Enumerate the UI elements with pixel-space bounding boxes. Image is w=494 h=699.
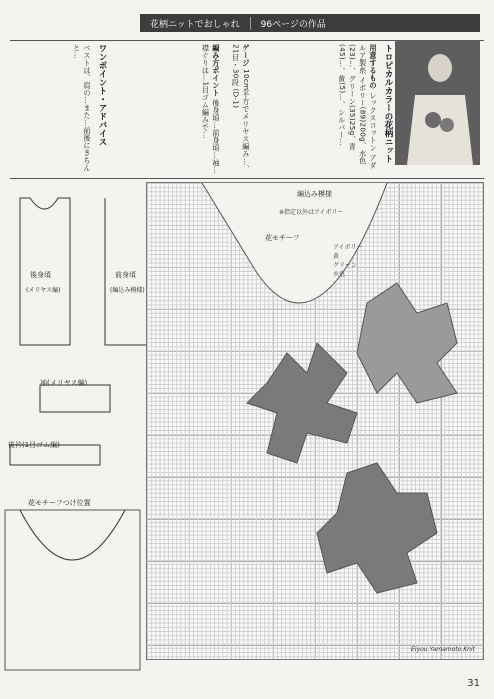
front-label: 前身頃 bbox=[115, 271, 136, 279]
model-photo bbox=[395, 40, 480, 165]
header-left: 花柄ニットでおしゃれ bbox=[150, 19, 240, 30]
chart-signature: Eiyou Yamamoto Knit bbox=[411, 646, 475, 653]
header-right: 96ページの作品 bbox=[250, 17, 336, 30]
motif-attach-label: 花モチーフつけ位置 bbox=[28, 499, 91, 507]
front-sub: (編込み模様) bbox=[110, 287, 145, 294]
article-title: トロピカルカラーの花柄ニット bbox=[383, 44, 393, 163]
collar-label: 後衿(1目ゴム編) bbox=[8, 441, 60, 449]
points: 編み方ポイント 後身頃…前身頃…袖…襟ぐりは…1目ゴム編みで… bbox=[201, 44, 221, 175]
onepoint-body: ベストは、肩の…また…前後にきちんと… bbox=[72, 44, 92, 172]
back-sub: (メリヤス編) bbox=[26, 287, 61, 294]
motif-label: 花モチーフ bbox=[265, 234, 300, 242]
chart-title: 編込み模様 bbox=[297, 190, 332, 198]
page-header bbox=[140, 14, 480, 32]
gauge: ゲージ 10cm平方でメリヤス編み…、21目・30段 (D-1) bbox=[231, 44, 251, 173]
middle-rule bbox=[10, 178, 484, 179]
materials: 用意するもの レックスコットン アダルア製糸 イボリー(89)200g、水色(23)…、グリーン(35)25g、青(45)…、黄(5)…、シルバー… bbox=[337, 44, 378, 170]
back-label: 後身頃 bbox=[30, 271, 51, 279]
sleeve-label: 袖(メリヤス編) bbox=[40, 379, 88, 387]
knitting-chart bbox=[146, 182, 484, 660]
schematic-drawings bbox=[0, 180, 146, 680]
page-number: 31 bbox=[467, 678, 480, 689]
onepoint-title: ワンポイント・アドバイス bbox=[97, 44, 107, 146]
chart-legend: アイボリー 黄 グリーン 水色 bbox=[333, 244, 363, 278]
chart-note: ※指定以外はアイボリー bbox=[279, 209, 344, 216]
